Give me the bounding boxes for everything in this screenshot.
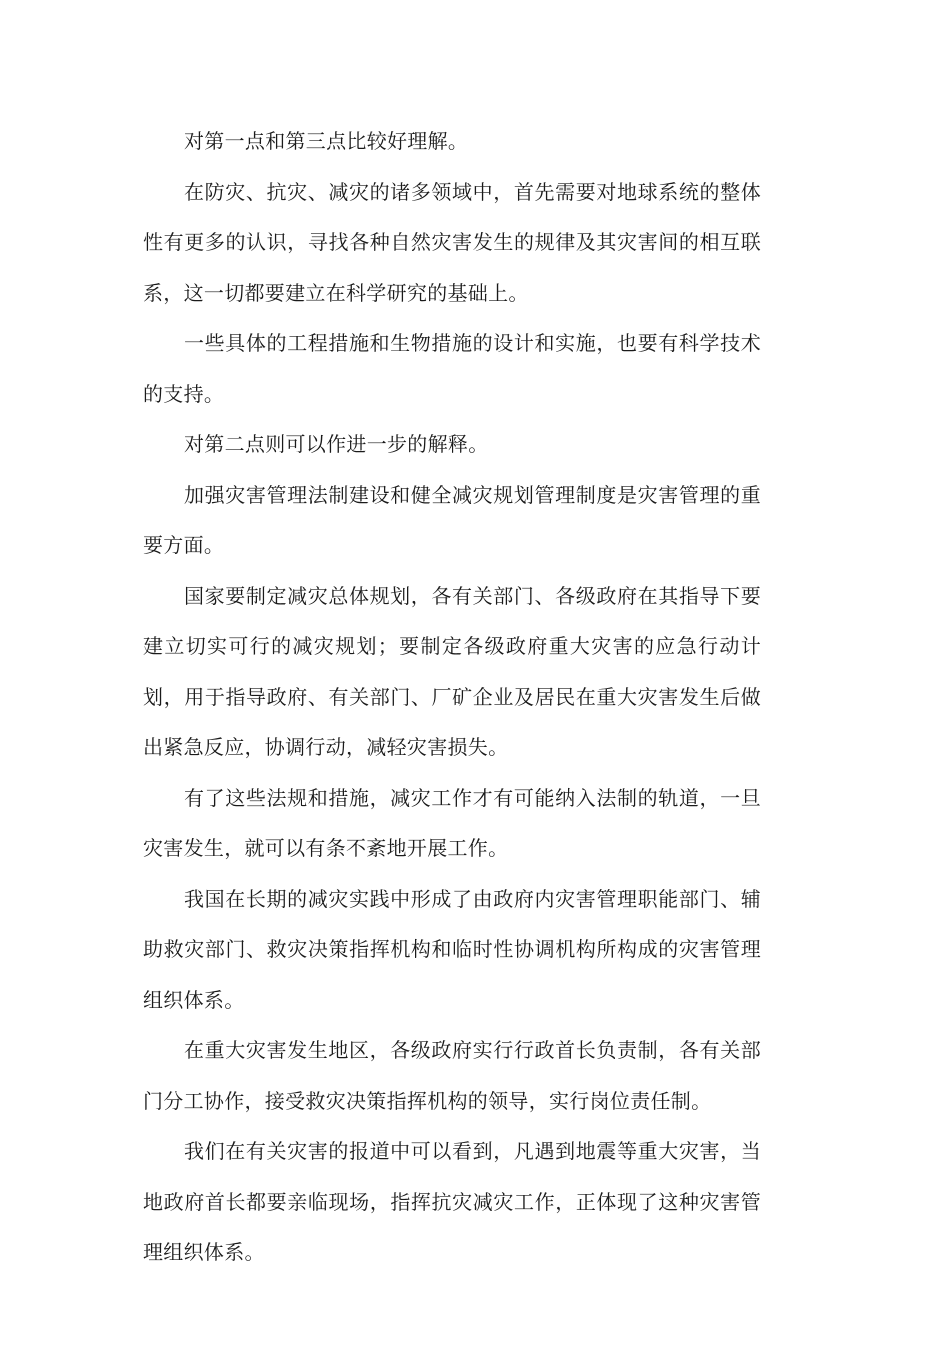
paragraph-8: 我国在长期的减灾实践中形成了由政府内灾害管理职能部门、辅助救灾部门、救灾决策指挥机构和临时性协调机构所构成的灾害管理组织体系。 xyxy=(143,886,761,1012)
paragraph-2: 在防灾、抗灾、减灾的诸多领域中，首先需要对地球系统的整体性有更多的认识，寻找各种自然灾害发生的规律及其灾害间的相互联系，这一切都要建立在科学研究的基础上。 xyxy=(143,179,761,305)
document-body xyxy=(143,116,761,1278)
paragraph-3: 一些具体的工程措施和生物措施的设计和实施，也要有科学技术的支持。 xyxy=(143,331,761,406)
paragraph-6: 国家要制定减灾总体规划，各有关部门、各级政府在其指导下要建立切实可行的减灾规划；要制定各级政府重大灾害的应急行动计划，用于指导政府、有关部门、厂矿企业及居民在重大灾害发生后做出紧急反应，协调行动，减轻灾害损失。 xyxy=(143,583,761,759)
paragraph-5: 加强灾害管理法制建设和健全减灾规划管理制度是灾害管理的重要方面。 xyxy=(143,482,761,557)
paragraph-7: 有了这些法规和措施，减灾工作才有可能纳入法制的轨道，一旦灾害发生，就可以有条不紊地开展工作。 xyxy=(143,785,761,860)
paragraph-9: 在重大灾害发生地区，各级政府实行行政首长负责制，各有关部门分工协作，接受救灾决策指挥机构的领导，实行岗位责任制。 xyxy=(143,1038,761,1113)
paragraph-1: 对第一点和第三点比较好理解。 xyxy=(184,129,469,153)
paragraph-4: 对第二点则可以作进一步的解释。 xyxy=(184,432,489,456)
paragraph-10: 我们在有关灾害的报道中可以看到，凡遇到地震等重大灾害，当地政府首长都要亲临现场，指挥抗灾减灾工作，正体现了这种灾害管理组织体系。 xyxy=(143,1139,761,1264)
